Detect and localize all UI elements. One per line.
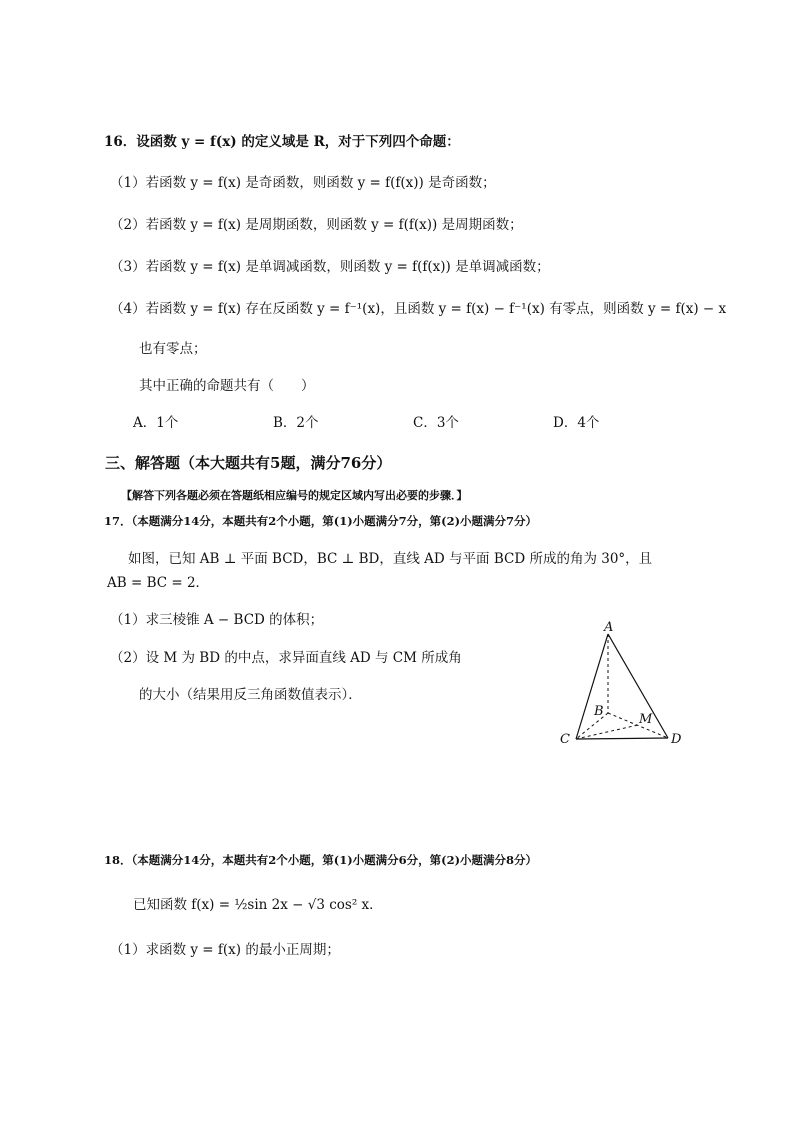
label-m: M: [639, 712, 653, 727]
q16-option-d: D．4个: [553, 415, 600, 431]
segment-cm: [576, 725, 638, 739]
label-c: C: [560, 732, 570, 747]
tetrahedron-figure: [555, 618, 695, 748]
q16-stem: 16．设函数 y = f(x) 的定义域是 R，对于下列四个命题：: [104, 134, 460, 150]
q16-item-1: （1）若函数 y = f(x) 是奇函数，则函数 y = f(f(x)) 是奇函数；: [110, 175, 496, 191]
q17-part-1: （1）求三棱锥 A − BCD 的体积；: [110, 612, 324, 628]
q16-option-c: C．3个: [413, 415, 459, 431]
section-title: 三、解答题（本大题共有5题，满分76分）: [105, 454, 392, 472]
label-a: A: [604, 620, 614, 635]
edge-cd: [576, 738, 668, 739]
q16-item-3: （3）若函数 y = f(x) 是单调减函数，则函数 y = f(f(x)) 是单调减函数；: [110, 259, 550, 275]
edge-bd: [608, 713, 668, 738]
q17-part-2: （2）设 M 为 BD 的中点，求异面直线 AD 与 CM 所成角: [110, 650, 462, 666]
q16-item-4-continuation: 也有零点；: [139, 341, 207, 357]
q16-item-2: （2）若函数 y = f(x) 是周期函数，则函数 y = f(f(x)) 是周期函数；: [110, 217, 523, 233]
label-b: B: [594, 704, 604, 719]
q16-ask: 其中正确的命题共有（ ）: [139, 378, 315, 394]
section-note: 【解答下列各题必须在答题纸相应编号的规定区域内写出必要的步骤．】: [121, 489, 468, 502]
q18-line-1: 已知函数 f(x) = ½sin 2x − √3 cos² x．: [133, 897, 383, 913]
q16-option-b: B．2个: [273, 415, 319, 431]
edge-ac: [576, 634, 608, 739]
q17-line-2: AB = BC = 2．: [107, 575, 210, 591]
q16-item-4: （4）若函数 y = f(x) 存在反函数 y = f⁻¹(x)，且函数 y = f(x) − f⁻¹(x) 有零点，则函数 y = f(x) − x: [110, 301, 727, 317]
q16-option-a: A．1个: [133, 415, 179, 431]
q17-part-2-continuation: 的大小（结果用反三角函数值表示）．: [139, 687, 362, 703]
q17-header: 17．（本题满分14分，本题共有2个小题，第(1)小题满分7分，第(2)小题满分7分）: [104, 514, 538, 528]
q17-line-1: 如图，已知 AB ⊥ 平面 BCD，BC ⊥ BD，直线 AD 与平面 BCD 所成的角为 30°，且: [128, 551, 653, 567]
edge-ad: [608, 634, 668, 738]
label-d: D: [671, 732, 682, 747]
q18-header: 18．（本题满分14分，本题共有2个小题，第(1)小题满分6分，第(2)小题满分8分）: [104, 853, 538, 867]
q18-part-1: （1）求函数 y = f(x) 的最小正周期；: [110, 942, 340, 958]
